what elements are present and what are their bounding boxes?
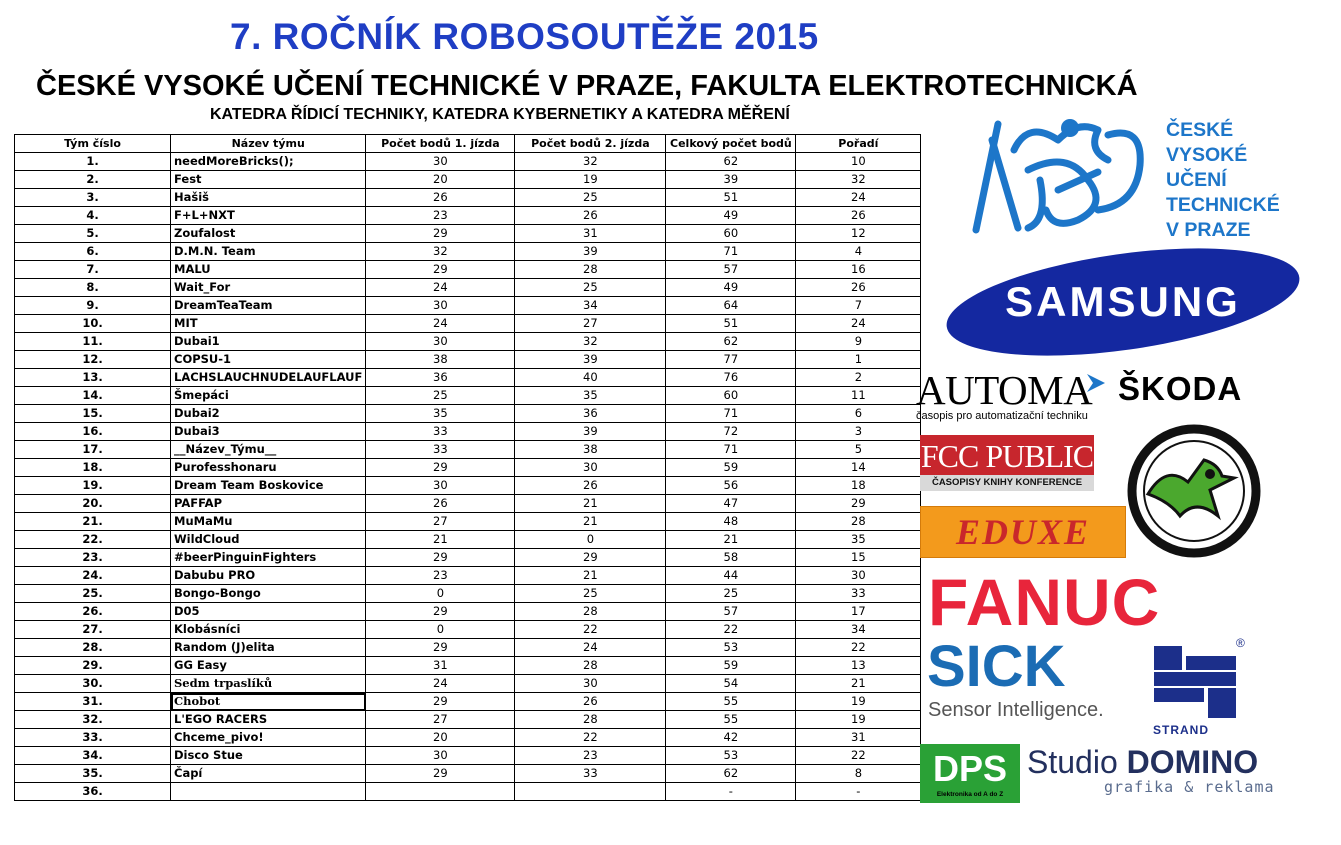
- total-points-cell[interactable]: 56: [666, 477, 796, 495]
- team-name-cell[interactable]: Random (J)elita: [171, 639, 366, 657]
- team-name-cell[interactable]: DreamTeaTeam: [171, 297, 366, 315]
- table-row: [15, 153, 921, 171]
- points-run1-cell[interactable]: 29: [366, 693, 515, 711]
- team-name-cell[interactable]: F+L+NXT: [171, 207, 366, 225]
- points-run2-cell[interactable]: 39: [515, 351, 666, 369]
- institution-heading: ČESKÉ VYSOKÉ UČENÍ TECHNICKÉ V PRAZE, FAKULTA ELEKTROTECHNICKÁ: [36, 70, 1138, 102]
- domino-word: DOMINO: [1126, 744, 1259, 780]
- rank-cell[interactable]: 26: [796, 279, 921, 297]
- table-row: [15, 495, 921, 513]
- points-run1-cell[interactable]: 38: [366, 351, 515, 369]
- points-run1-cell[interactable]: [366, 783, 515, 801]
- rank-cell[interactable]: 3: [796, 423, 921, 441]
- table-row: [15, 279, 921, 297]
- points-run1-cell[interactable]: 0: [366, 621, 515, 639]
- rank-cell[interactable]: 4: [796, 243, 921, 261]
- automa-tagline: časopis pro automatizační techniku: [916, 410, 1088, 422]
- results-body: [15, 153, 921, 801]
- points-run1-cell[interactable]: 30: [366, 747, 515, 765]
- points-run1-cell[interactable]: 31: [366, 657, 515, 675]
- team-number-cell[interactable]: 23.: [15, 549, 171, 567]
- table-row: [15, 351, 921, 369]
- points-run1-cell[interactable]: 32: [366, 243, 515, 261]
- total-points-cell[interactable]: 47: [666, 495, 796, 513]
- team-number-cell[interactable]: 24.: [15, 567, 171, 585]
- total-points-cell[interactable]: 62: [666, 153, 796, 171]
- cvut-line-4: TECHNICKÉ: [1166, 194, 1280, 216]
- team-name-cell[interactable]: COPSU-1: [171, 351, 366, 369]
- team-name-cell[interactable]: Chobot: [171, 693, 366, 711]
- total-points-cell[interactable]: 71: [666, 405, 796, 423]
- points-run2-cell[interactable]: 19: [515, 171, 666, 189]
- table-row: [15, 261, 921, 279]
- total-points-cell[interactable]: 49: [666, 279, 796, 297]
- total-points-cell[interactable]: 77: [666, 351, 796, 369]
- points-run2-cell[interactable]: 21: [515, 513, 666, 531]
- cvut-line-3: UČENÍ: [1166, 169, 1227, 191]
- team-number-cell[interactable]: 31.: [15, 693, 171, 711]
- rank-cell[interactable]: 26: [796, 207, 921, 225]
- domino-tagline: grafika & reklama: [1104, 778, 1275, 796]
- table-row: [15, 333, 921, 351]
- points-run2-cell[interactable]: 0: [515, 531, 666, 549]
- strand-logo: [1152, 642, 1238, 722]
- points-run2-cell[interactable]: 26: [515, 693, 666, 711]
- points-run2-cell[interactable]: 32: [515, 333, 666, 351]
- total-points-cell[interactable]: 62: [666, 765, 796, 783]
- points-run2-cell[interactable]: 35: [515, 387, 666, 405]
- total-points-cell[interactable]: 51: [666, 189, 796, 207]
- team-name-cell[interactable]: Dream Team Boskovice: [171, 477, 366, 495]
- rank-cell[interactable]: 6: [796, 405, 921, 423]
- points-run2-cell[interactable]: 25: [515, 279, 666, 297]
- cvut-line-1: ČESKÉ: [1166, 119, 1234, 141]
- points-run2-cell[interactable]: 29: [515, 549, 666, 567]
- rank-cell[interactable]: 35: [796, 531, 921, 549]
- team-name-cell[interactable]: MuMaMu: [171, 513, 366, 531]
- points-run2-cell[interactable]: 38: [515, 441, 666, 459]
- rank-cell[interactable]: 16: [796, 261, 921, 279]
- team-name-cell[interactable]: D05: [171, 603, 366, 621]
- rank-cell[interactable]: -: [796, 783, 921, 801]
- total-points-cell[interactable]: 76: [666, 369, 796, 387]
- rank-cell[interactable]: 21: [796, 675, 921, 693]
- team-name-cell[interactable]: Chceme_pivo!: [171, 729, 366, 747]
- table-row: [15, 207, 921, 225]
- points-run1-cell[interactable]: 33: [366, 441, 515, 459]
- total-points-cell[interactable]: -: [666, 783, 796, 801]
- team-number-cell[interactable]: 8.: [15, 279, 171, 297]
- team-number-cell[interactable]: 36.: [15, 783, 171, 801]
- points-run2-cell[interactable]: 28: [515, 711, 666, 729]
- points-run2-cell[interactable]: 27: [515, 315, 666, 333]
- table-row: [15, 549, 921, 567]
- rank-cell[interactable]: 19: [796, 693, 921, 711]
- table-row: [15, 243, 921, 261]
- total-points-cell[interactable]: 42: [666, 729, 796, 747]
- team-number-cell[interactable]: 2.: [15, 171, 171, 189]
- team-name-cell[interactable]: MIT: [171, 315, 366, 333]
- team-number-cell[interactable]: 34.: [15, 747, 171, 765]
- total-points-cell[interactable]: 59: [666, 459, 796, 477]
- total-points-cell[interactable]: 39: [666, 171, 796, 189]
- table-row: [15, 441, 921, 459]
- skoda-wordmark: ŠKODA: [1118, 370, 1243, 407]
- team-name-cell[interactable]: __Název_Týmu__: [171, 441, 366, 459]
- points-run1-cell[interactable]: 24: [366, 279, 515, 297]
- team-number-cell[interactable]: 3.: [15, 189, 171, 207]
- rank-cell[interactable]: 13: [796, 657, 921, 675]
- skoda-arrow-logo: [1126, 424, 1262, 558]
- team-number-cell[interactable]: 16.: [15, 423, 171, 441]
- rank-cell[interactable]: 14: [796, 459, 921, 477]
- total-points-cell[interactable]: 60: [666, 387, 796, 405]
- table-row: [15, 405, 921, 423]
- points-run1-cell[interactable]: 36: [366, 369, 515, 387]
- rank-cell[interactable]: 33: [796, 585, 921, 603]
- points-run1-cell[interactable]: 29: [366, 603, 515, 621]
- team-name-cell[interactable]: L'EGO RACERS: [171, 711, 366, 729]
- column-header-total-points[interactable]: Celkový počet bodů: [666, 135, 796, 153]
- page-title: 7. ROČNÍK ROBOSOUTĚŽE 2015: [230, 16, 819, 57]
- team-name-cell[interactable]: Šmepáci: [171, 387, 366, 405]
- table-row: [15, 189, 921, 207]
- points-run1-cell[interactable]: 20: [366, 729, 515, 747]
- team-name-cell[interactable]: needMoreBricks();: [171, 153, 366, 171]
- points-run1-cell[interactable]: 27: [366, 711, 515, 729]
- rank-cell[interactable]: 11: [796, 387, 921, 405]
- points-run1-cell[interactable]: 30: [366, 333, 515, 351]
- team-name-cell[interactable]: Dubai1: [171, 333, 366, 351]
- points-run1-cell[interactable]: 25: [366, 387, 515, 405]
- points-run2-cell[interactable]: 33: [515, 765, 666, 783]
- points-run1-cell[interactable]: 27: [366, 513, 515, 531]
- rank-cell[interactable]: 22: [796, 747, 921, 765]
- points-run1-cell[interactable]: 23: [366, 567, 515, 585]
- team-name-cell[interactable]: D.M.N. Team: [171, 243, 366, 261]
- cvut-wordmark: [1166, 118, 1280, 243]
- points-run1-cell[interactable]: 29: [366, 639, 515, 657]
- strand-registered-mark: ®: [1236, 636, 1245, 650]
- table-row: [15, 387, 921, 405]
- total-points-cell[interactable]: 44: [666, 567, 796, 585]
- team-number-cell[interactable]: 35.: [15, 765, 171, 783]
- points-run2-cell[interactable]: 36: [515, 405, 666, 423]
- team-name-cell[interactable]: Dubai2: [171, 405, 366, 423]
- points-run1-cell[interactable]: 24: [366, 315, 515, 333]
- rank-cell[interactable]: 12: [796, 225, 921, 243]
- fcc-wordmark: FCC PUBLIC: [920, 435, 1094, 475]
- rank-cell[interactable]: 9: [796, 333, 921, 351]
- points-run2-cell[interactable]: 30: [515, 459, 666, 477]
- table-row: [15, 585, 921, 603]
- team-number-cell[interactable]: 12.: [15, 351, 171, 369]
- points-run2-cell[interactable]: 28: [515, 603, 666, 621]
- points-run1-cell[interactable]: 20: [366, 171, 515, 189]
- fcc-tagline: ČASOPISY KNIHY KONFERENCE: [920, 475, 1094, 491]
- departments-heading: KATEDRA ŘÍDICÍ TECHNIKY, KATEDRA KYBERNETIKY A KATEDRA MĚŘENÍ: [210, 106, 790, 123]
- total-points-cell[interactable]: 71: [666, 441, 796, 459]
- points-run2-cell[interactable]: 26: [515, 477, 666, 495]
- table-row: [15, 531, 921, 549]
- points-run2-cell[interactable]: 21: [515, 495, 666, 513]
- points-run2-cell[interactable]: [515, 783, 666, 801]
- team-number-cell[interactable]: 29.: [15, 657, 171, 675]
- dps-wordmark: DPS: [932, 748, 1008, 789]
- team-number-cell[interactable]: 4.: [15, 207, 171, 225]
- team-number-cell[interactable]: 19.: [15, 477, 171, 495]
- team-number-cell[interactable]: 7.: [15, 261, 171, 279]
- points-run2-cell[interactable]: 28: [515, 657, 666, 675]
- eduxe-wordmark: EDUXE: [955, 512, 1091, 552]
- points-run2-cell[interactable]: 39: [515, 423, 666, 441]
- column-header-team-name[interactable]: Název týmu: [171, 135, 366, 153]
- table-row: [15, 675, 921, 693]
- table-header-row: [15, 135, 921, 153]
- team-number-cell[interactable]: 6.: [15, 243, 171, 261]
- team-name-cell[interactable]: Bongo-Bongo: [171, 585, 366, 603]
- team-number-cell[interactable]: 18.: [15, 459, 171, 477]
- samsung-wordmark: SAMSUNG: [1005, 278, 1241, 325]
- automa-wordmark: AUTOMA: [916, 367, 1093, 413]
- team-number-cell[interactable]: 13.: [15, 369, 171, 387]
- team-number-cell[interactable]: 33.: [15, 729, 171, 747]
- points-run1-cell[interactable]: 29: [366, 459, 515, 477]
- total-points-cell[interactable]: 48: [666, 513, 796, 531]
- team-name-cell[interactable]: MALU: [171, 261, 366, 279]
- table-row: [15, 657, 921, 675]
- table-row: [15, 477, 921, 495]
- column-header-rank[interactable]: Pořadí: [796, 135, 921, 153]
- rank-cell[interactable]: 8: [796, 765, 921, 783]
- total-points-cell[interactable]: 25: [666, 585, 796, 603]
- team-number-cell[interactable]: 26.: [15, 603, 171, 621]
- team-number-cell[interactable]: 32.: [15, 711, 171, 729]
- team-number-cell[interactable]: 5.: [15, 225, 171, 243]
- total-points-cell[interactable]: 71: [666, 243, 796, 261]
- table-row: [15, 621, 921, 639]
- points-run2-cell[interactable]: 34: [515, 297, 666, 315]
- team-name-cell[interactable]: Disco Stue: [171, 747, 366, 765]
- total-points-cell[interactable]: 53: [666, 639, 796, 657]
- cvut-line-2: VYSOKÉ: [1166, 144, 1248, 166]
- team-name-cell[interactable]: Klobásníci: [171, 621, 366, 639]
- team-name-cell[interactable]: Purofesshonaru: [171, 459, 366, 477]
- points-run2-cell[interactable]: 40: [515, 369, 666, 387]
- team-name-cell[interactable]: Dubai3: [171, 423, 366, 441]
- team-number-cell[interactable]: 21.: [15, 513, 171, 531]
- table-row: [15, 747, 921, 765]
- total-points-cell[interactable]: 22: [666, 621, 796, 639]
- table-row: [15, 315, 921, 333]
- rank-cell[interactable]: 31: [796, 729, 921, 747]
- total-points-cell[interactable]: 57: [666, 261, 796, 279]
- column-header-points-run2[interactable]: Počet bodů 2. jízda: [515, 135, 666, 153]
- rank-cell[interactable]: 10: [796, 153, 921, 171]
- table-row: [15, 693, 921, 711]
- total-points-cell[interactable]: 55: [666, 711, 796, 729]
- team-name-cell[interactable]: Sedm trpaslíků: [171, 675, 366, 693]
- team-number-cell[interactable]: 22.: [15, 531, 171, 549]
- points-run2-cell[interactable]: 30: [515, 675, 666, 693]
- points-run1-cell[interactable]: 23: [366, 207, 515, 225]
- table-row: [15, 711, 921, 729]
- points-run1-cell[interactable]: 30: [366, 477, 515, 495]
- team-number-cell[interactable]: 1.: [15, 153, 171, 171]
- table-row: [15, 423, 921, 441]
- rank-cell[interactable]: 24: [796, 315, 921, 333]
- team-name-cell[interactable]: Hašiš: [171, 189, 366, 207]
- table-row: [15, 639, 921, 657]
- points-run1-cell[interactable]: 26: [366, 495, 515, 513]
- total-points-cell[interactable]: 57: [666, 603, 796, 621]
- points-run1-cell[interactable]: 21: [366, 531, 515, 549]
- table-row: [15, 459, 921, 477]
- team-number-cell[interactable]: 17.: [15, 441, 171, 459]
- rank-cell[interactable]: 32: [796, 171, 921, 189]
- rank-cell[interactable]: 24: [796, 189, 921, 207]
- team-number-cell[interactable]: 25.: [15, 585, 171, 603]
- sick-wordmark: SICK: [927, 634, 1066, 699]
- points-run2-cell[interactable]: 22: [515, 729, 666, 747]
- rank-cell[interactable]: 28: [796, 513, 921, 531]
- points-run1-cell[interactable]: 29: [366, 261, 515, 279]
- points-run1-cell[interactable]: 29: [366, 225, 515, 243]
- team-name-cell[interactable]: #beerPinguinFighters: [171, 549, 366, 567]
- samsung-logo: [942, 246, 1304, 358]
- team-name-cell[interactable]: Zoufalost: [171, 225, 366, 243]
- points-run1-cell[interactable]: 29: [366, 549, 515, 567]
- points-run1-cell[interactable]: 35: [366, 405, 515, 423]
- points-run2-cell[interactable]: 25: [515, 585, 666, 603]
- rank-cell[interactable]: 19: [796, 711, 921, 729]
- rank-cell[interactable]: 7: [796, 297, 921, 315]
- dps-logo: [920, 744, 1020, 803]
- fcc-public-logo: [920, 435, 1094, 491]
- total-points-cell[interactable]: 53: [666, 747, 796, 765]
- team-number-cell[interactable]: 27.: [15, 621, 171, 639]
- cvut-line-5: V PRAZE: [1166, 219, 1251, 241]
- total-points-cell[interactable]: 62: [666, 333, 796, 351]
- team-number-cell[interactable]: 30.: [15, 675, 171, 693]
- team-name-cell[interactable]: GG Easy: [171, 657, 366, 675]
- points-run2-cell[interactable]: 21: [515, 567, 666, 585]
- team-name-cell[interactable]: Dabubu PRO: [171, 567, 366, 585]
- points-run2-cell[interactable]: 24: [515, 639, 666, 657]
- table-row: [15, 297, 921, 315]
- team-number-cell[interactable]: 10.: [15, 315, 171, 333]
- team-number-cell[interactable]: 20.: [15, 495, 171, 513]
- total-points-cell[interactable]: 60: [666, 225, 796, 243]
- table-row: [15, 729, 921, 747]
- table-row: [15, 513, 921, 531]
- strand-wordmark: STRAND: [1153, 723, 1209, 737]
- team-name-cell[interactable]: Čapí: [171, 765, 366, 783]
- points-run1-cell[interactable]: 0: [366, 585, 515, 603]
- team-number-cell[interactable]: 15.: [15, 405, 171, 423]
- table-row: [15, 783, 921, 801]
- team-name-cell[interactable]: [171, 783, 366, 801]
- column-header-points-run1[interactable]: Počet bodů 1. jízda: [366, 135, 515, 153]
- points-run1-cell[interactable]: 30: [366, 297, 515, 315]
- studio-domino-wordmark: [1027, 744, 1258, 781]
- table-row: [15, 603, 921, 621]
- team-number-cell[interactable]: 14.: [15, 387, 171, 405]
- studio-word: Studio: [1027, 744, 1118, 780]
- sick-tagline: Sensor Intelligence.: [928, 699, 1104, 721]
- column-header-team-number[interactable]: Tým číslo: [15, 135, 171, 153]
- total-points-cell[interactable]: 72: [666, 423, 796, 441]
- points-run2-cell[interactable]: 26: [515, 207, 666, 225]
- team-name-cell[interactable]: PAFFAP: [171, 495, 366, 513]
- points-run1-cell[interactable]: 24: [366, 675, 515, 693]
- cvut-lion-logo: [958, 110, 1158, 240]
- table-row: [15, 567, 921, 585]
- rank-cell[interactable]: 15: [796, 549, 921, 567]
- total-points-cell[interactable]: 54: [666, 675, 796, 693]
- table-row: [15, 225, 921, 243]
- automa-arrow-icon: [1085, 372, 1107, 394]
- team-name-cell[interactable]: WildCloud: [171, 531, 366, 549]
- rank-cell[interactable]: 17: [796, 603, 921, 621]
- rank-cell[interactable]: 34: [796, 621, 921, 639]
- team-name-cell[interactable]: Fest: [171, 171, 366, 189]
- total-points-cell[interactable]: 21: [666, 531, 796, 549]
- rank-cell[interactable]: 18: [796, 477, 921, 495]
- team-number-cell[interactable]: 11.: [15, 333, 171, 351]
- total-points-cell[interactable]: 58: [666, 549, 796, 567]
- total-points-cell[interactable]: 51: [666, 315, 796, 333]
- team-number-cell[interactable]: 9.: [15, 297, 171, 315]
- total-points-cell[interactable]: 49: [666, 207, 796, 225]
- points-run1-cell[interactable]: 33: [366, 423, 515, 441]
- points-run2-cell[interactable]: 25: [515, 189, 666, 207]
- points-run1-cell[interactable]: 30: [366, 153, 515, 171]
- points-run2-cell[interactable]: 31: [515, 225, 666, 243]
- points-run2-cell[interactable]: 39: [515, 243, 666, 261]
- total-points-cell[interactable]: 64: [666, 297, 796, 315]
- rank-cell[interactable]: 5: [796, 441, 921, 459]
- points-run2-cell[interactable]: 23: [515, 747, 666, 765]
- table-row: [15, 765, 921, 783]
- points-run2-cell[interactable]: 22: [515, 621, 666, 639]
- fanuc-wordmark: FANUC: [928, 565, 1161, 639]
- total-points-cell[interactable]: 59: [666, 657, 796, 675]
- eduxe-logo: [920, 506, 1126, 558]
- rank-cell[interactable]: 30: [796, 567, 921, 585]
- points-run2-cell[interactable]: 28: [515, 261, 666, 279]
- total-points-cell[interactable]: 55: [666, 693, 796, 711]
- rank-cell[interactable]: 22: [796, 639, 921, 657]
- table-row: [15, 369, 921, 387]
- team-name-cell[interactable]: LACHSLAUCHNUDELAUFLAUF: [171, 369, 366, 387]
- rank-cell[interactable]: 2: [796, 369, 921, 387]
- points-run2-cell[interactable]: 32: [515, 153, 666, 171]
- rank-cell[interactable]: 1: [796, 351, 921, 369]
- dps-tagline: Elektronika od A do Z: [936, 791, 1004, 798]
- team-name-cell[interactable]: Wait_For: [171, 279, 366, 297]
- table-row: [15, 171, 921, 189]
- team-number-cell[interactable]: 28.: [15, 639, 171, 657]
- points-run1-cell[interactable]: 26: [366, 189, 515, 207]
- results-table: [14, 134, 921, 801]
- points-run1-cell[interactable]: 29: [366, 765, 515, 783]
- rank-cell[interactable]: 29: [796, 495, 921, 513]
